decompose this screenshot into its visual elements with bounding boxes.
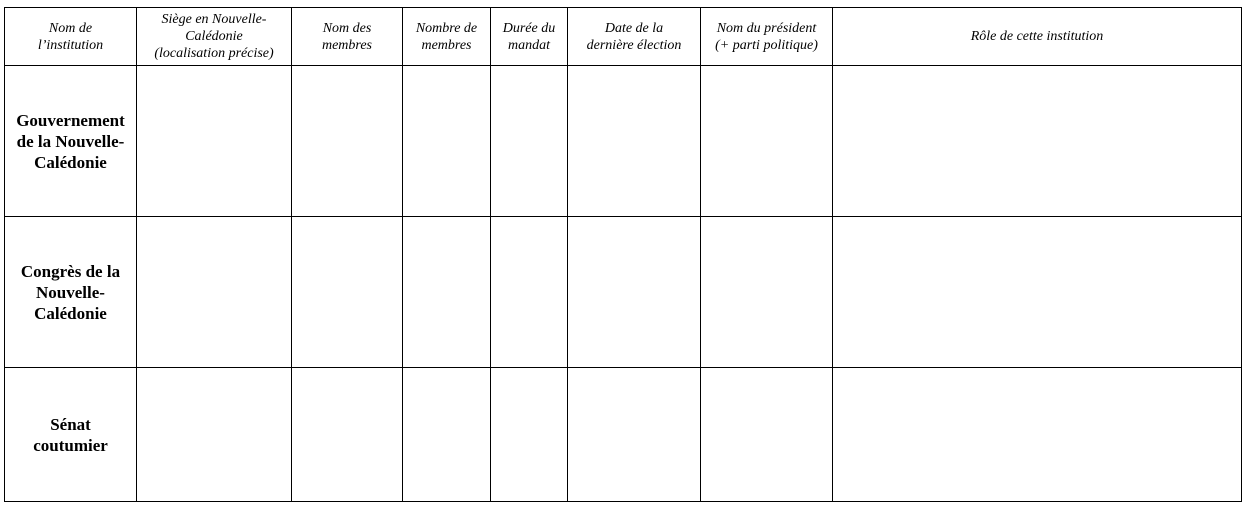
table-cell[interactable] <box>833 217 1242 368</box>
table-cell[interactable] <box>701 368 833 502</box>
table-row <box>5 217 1242 368</box>
table-cell[interactable] <box>403 66 491 217</box>
header-cell-date-election: Date de la dernière élection <box>568 8 701 66</box>
header-cell-president: Nom du président (+ parti politique) <box>701 8 833 66</box>
table-cell[interactable] <box>292 368 403 502</box>
table-cell[interactable] <box>491 217 568 368</box>
table-cell[interactable] <box>568 66 701 217</box>
table-row <box>5 66 1242 217</box>
header-cell-nombre-membres: Nombre de membres <box>403 8 491 66</box>
table-header-row <box>5 8 1242 66</box>
row-label-congres: Congrès de la Nouvelle- Calédonie <box>5 217 137 368</box>
table-cell[interactable] <box>403 217 491 368</box>
table-cell[interactable] <box>491 368 568 502</box>
table-cell[interactable] <box>292 66 403 217</box>
header-cell-nom-membres: Nom des membres <box>292 8 403 66</box>
institutions-table <box>4 7 1242 502</box>
table-cell[interactable] <box>568 368 701 502</box>
table-cell[interactable] <box>292 217 403 368</box>
table-cell[interactable] <box>701 66 833 217</box>
table-cell[interactable] <box>491 66 568 217</box>
table-cell[interactable] <box>137 66 292 217</box>
header-cell-siege: Siège en Nouvelle- Calédonie (localisation précise) <box>137 8 292 66</box>
row-label-gouvernement: Gouvernement de la Nouvelle- Calédonie <box>5 66 137 217</box>
header-cell-role: Rôle de cette institution <box>833 8 1242 66</box>
table-cell[interactable] <box>833 66 1242 217</box>
table-cell[interactable] <box>137 368 292 502</box>
row-label-senat: Sénat coutumier <box>5 368 137 502</box>
table-cell[interactable] <box>137 217 292 368</box>
header-cell-duree-mandat: Durée du mandat <box>491 8 568 66</box>
table-row <box>5 368 1242 502</box>
table-cell[interactable] <box>701 217 833 368</box>
header-cell-institution: Nom de l’institution <box>5 8 137 66</box>
table-cell[interactable] <box>568 217 701 368</box>
table-cell[interactable] <box>833 368 1242 502</box>
table-cell[interactable] <box>403 368 491 502</box>
